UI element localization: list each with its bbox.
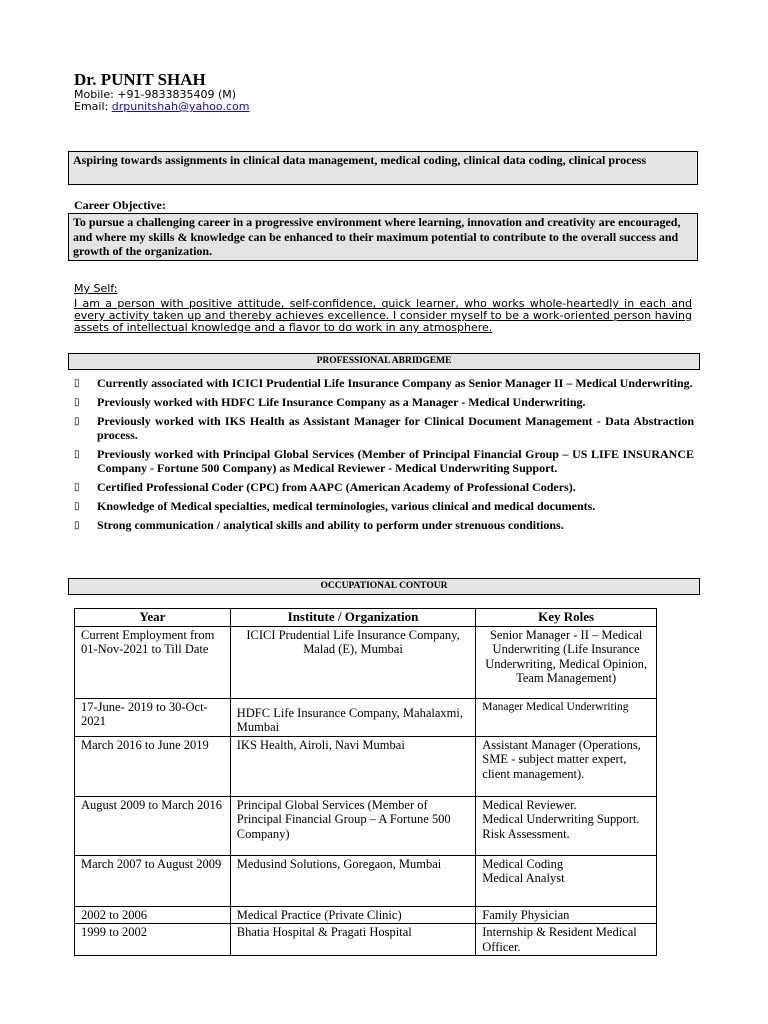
table-row: [75, 855, 657, 906]
bullet-icon: ▯: [74, 482, 80, 493]
bullet-icon: ▯: [74, 449, 80, 460]
professional-section-title: PROFESSIONAL ABRIDGEME: [68, 353, 700, 370]
list-item: ▯ Previously worked with Principal Global Services (Member of Principal Financial Group – US LIFE INSURANCE Company - Fortune 500 Company) as Medical Reviewer - Medical Underwriting Support.: [74, 447, 694, 475]
email-line: [74, 100, 249, 113]
cell-organization: HDFC Life Insurance Company, Mahalaxmi, Mumbai: [230, 698, 476, 736]
list-item: ▯ Certified Professional Coder (CPC) from AAPC (American Academy of Professional Coders).: [74, 480, 576, 494]
professional-list: [74, 376, 694, 537]
bullet-icon: ▯: [74, 520, 80, 531]
candidate-name: Dr. PUNIT SHAH: [74, 70, 206, 89]
cell-key-roles: Medical Coding Medical Analyst: [476, 855, 657, 906]
cell-key-roles: Manager Medical Underwriting: [476, 698, 657, 736]
table-row: [75, 736, 657, 796]
bullet-icon: ▯: [74, 378, 80, 389]
cell-year: August 2009 to March 2016: [75, 796, 231, 855]
list-item: ▯ Strong communication / analytical skills and ability to perform under strenuous conditions.: [74, 518, 564, 532]
column-header-key-roles: Key Roles: [476, 609, 657, 627]
career-objective-box: To pursue a challenging career in a progressive environment where learning, innovation and creativity are encouraged, and where my skills & knowledge can be enhanced to their maximum potential to contribute to the overall success and growth of the organization.: [68, 213, 698, 261]
cell-year: 2002 to 2006: [75, 906, 231, 924]
email-label: Email:: [74, 100, 112, 113]
bullet-icon: ▯: [74, 501, 80, 512]
table-row: [75, 906, 657, 924]
cell-year: March 2016 to June 2019: [75, 736, 231, 796]
occupational-section-title: OCCUPATIONAL CONTOUR: [68, 578, 700, 595]
cell-organization: Principal Global Services (Member of Principal Financial Group – A Fortune 500 Company): [230, 796, 476, 855]
cell-organization: IKS Health, Airoli, Navi Mumbai: [230, 736, 476, 796]
table-row: [75, 924, 657, 956]
list-item: ▯ Previously worked with HDFC Life Insurance Company as a Manager - Medical Underwriting.: [74, 395, 586, 409]
table-row: [75, 796, 657, 855]
list-item: ▯ Previously worked with IKS Health as Assistant Manager for Clinical Document Management - Data Abstraction process.: [74, 414, 694, 442]
column-header-year: Year: [75, 609, 231, 627]
table-row: [75, 698, 657, 736]
occupational-table: [74, 608, 657, 956]
cell-organization: Medusind Solutions, Goregaon, Mumbai: [230, 855, 476, 906]
cell-year: March 2007 to August 2009: [75, 855, 231, 906]
table-header-row: [75, 609, 657, 627]
career-objective-label: Career Objective:: [74, 198, 166, 212]
cell-key-roles: Senior Manager - II – Medical Underwriting (Life Insurance Underwriting, Medical Opinion, Team Management): [476, 626, 657, 698]
cell-year: 1999 to 2002: [75, 924, 231, 956]
my-self-label: My Self:: [74, 282, 118, 295]
aspiration-box: Aspiring towards assignments in clinical data management, medical coding, clinical data coding, clinical process: [68, 151, 698, 185]
mobile-number: Mobile: +91-9833835409 (M): [74, 88, 237, 101]
cell-key-roles: Medical Reviewer. Medical Underwriting Support. Risk Assessment.: [476, 796, 657, 855]
cell-key-roles: Assistant Manager (Operations, SME - subject matter expert, client management).: [476, 736, 657, 796]
column-header-organization: Institute / Organization: [230, 609, 476, 627]
table-row: [75, 626, 657, 698]
bullet-icon: ▯: [74, 416, 80, 427]
list-item: ▯ Knowledge of Medical specialties, medical terminologies, various clinical and medical documents.: [74, 499, 596, 513]
cell-key-roles: Family Physician: [476, 906, 657, 924]
cell-year: Current Employment from 01-Nov-2021 to Till Date: [75, 626, 231, 698]
email-link[interactable]: drpunitshah@yahoo.com: [111, 100, 250, 113]
cell-year: 17-June- 2019 to 30-Oct-2021: [75, 698, 231, 736]
my-self-text: I am a person with positive attitude, self-confidence, quick learner, who works whole-heartedly in each and every activity taken up and thereby achieves excellence. I consider myself to be a work-oriented person having assets of intellectual knowledge and a flavor to do work in any atmosphere.: [74, 297, 692, 334]
cell-organization: Bhatia Hospital & Pragati Hospital: [230, 924, 476, 956]
cell-key-roles: Internship & Resident Medical Officer.: [476, 924, 657, 956]
cell-organization: Medical Practice (Private Clinic): [230, 906, 476, 924]
bullet-icon: ▯: [74, 397, 80, 408]
cell-organization: ICICI Prudential Life Insurance Company, Malad (E), Mumbai: [230, 626, 476, 698]
list-item: ▯ Currently associated with ICICI Prudential Life Insurance Company as Senior Manager II – Medical Underwriting.: [74, 376, 693, 390]
